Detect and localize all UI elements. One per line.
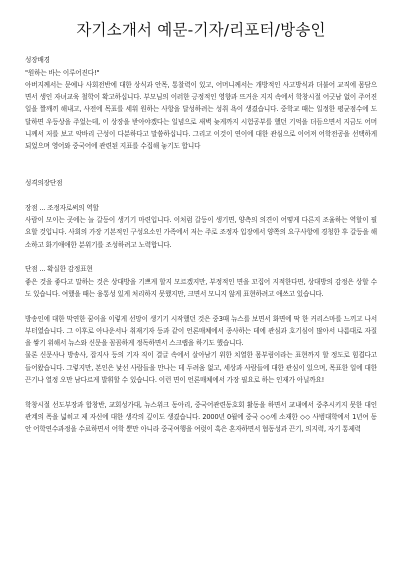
motivation-paragraph-3: 학창시절 선도부장과 합창반, 교회성가대, 뉴스위크 동아리, 중국어관련동호회 활동을 하면서 교내에서 중추시키지 못한 대인관계의 폭을 넓히고 제 자신에 대한 생각의 깊이도 생겼습니다. 2000년 0월에 중국 ◇◇에 소재한 ◇◇ 사범대학에서 1년여 동안 어학연수과정을 수료하면서 어학 뿐만 아니라 중국여행을 여럿이 혹은 혼자하면서 협동성과 끈기, 의지력, 자기 통제력 [25, 400, 377, 434]
weakness-paragraph: 좋은 것을 좋다고 말하는 것은 상대방을 기쁘게 할지 모르겠지만, 부정적인 면을 꼬집어 지적한다면, 상대방의 감정은 상할 수도 있습니다. 여했을 때는 융통성 있게 처리하지 못했지만, 크면서 모니지 않게 표현하려고 애쓰고 있습니다. [25, 277, 377, 298]
motivation-paragraph-1: 방송인에 대한 막연한 꿈이을 이렇게 선망이 생기기 시작했던 것은 중3때 뉴스를 보면서 화면에 딱 한 커리스마를 느끼고 나서부터였습니다. 그 이후로 아나운서나 취재기자 등과 같이 언론매체에서 종사하는 데에 관심과 호기심이 많아서 나름대로 자질을 쌓기 위해서 뉴스와 신문을 꼼꼼하게 정독하면서 스크랩을 하기도 했습니다. [25, 314, 377, 348]
document-body [25, 42, 377, 436]
strength-title: 장점 ... 조정자로써의 역할 [25, 203, 99, 212]
motivation-paragraph-2: 물론 신문사나 방송사, 잡지사 등의 기자 직이 결글 속에서 살아남기 위한 치열한 몸부림이라는 표현까지 할 정도로 힘겹다고 들어왔습니다. 그렇지만, 본인은 낯선 사람들을 만나는 데 두려움 없고, 세상과 사람들에 대한 관심이 있으며, 목표한 일에 대한 끈기나 열정 오만 남다르게 발휘할 수 있습니다. 이런 면이 언론매체에서 가장 필요로 하는 인재가 아닐까요! [25, 351, 377, 385]
document-title: 자기소개서 예문-기자/리포터/방송인 [76, 21, 326, 39]
growth-quote: "원하는 바는 이루어진다!" [25, 68, 100, 77]
strength-paragraph: 사람이 모이는 곳에는 늘 갈등이 생기기 마련입니다. 이처럼 갈등이 생기면, 양측의 의견이 어떻게 다른지 조율하는 역할이 필요할 것입니다. 사회의 가장 기본적인 구성요소인 가족에서 저는 주로 조정자 입장에서 양쪽의 요구사항에 경청한 후 갈등을 해소하고 화기애애한 분위기를 조성하려고 노력합니다. [25, 216, 377, 249]
weakness-title: 단점 ... 확실한 감정표현 [25, 265, 93, 274]
section-heading-personality: 성격의장단점 [25, 179, 63, 188]
section-heading-growth: 성장배경 [25, 56, 50, 65]
growth-paragraph: 아버지께서는 문예나 사회전반에 대한 상식과 안목, 통찰력이 있고, 어머니께서는 개방적인 사고방식과 더불어 교직에 몸담으면서 생인 자녀교육 철학이 확고하십니다. 부모님의 이러한 긍정적인 영향과 뜨거운 지지 속에서 학창시절 어긋남 없이 주어진 일을 짤깨끼 해내고, 사전에 목표를 세워 원하는 사항을 달성하려는 성취 욕이 생겼습니다. 중학교 때는 일정한 평균점수에 도달하면 우등상을 주었는데, 이 상장을 받아야겠다는 일념으로 새벽 늦게까지 시험공부를 했던 기억을 더듬으면서 지금도 어머니께서 저를 보고 악바리 근성이 다분하다고 말씀하십니다. 그리고 이것이 연이에 대한 관심으로 이어져 어학전공을 선택하게 되었으며 영어와 중국어에 관련된 지표를 수집해 놓기도 합니다 [25, 80, 377, 151]
